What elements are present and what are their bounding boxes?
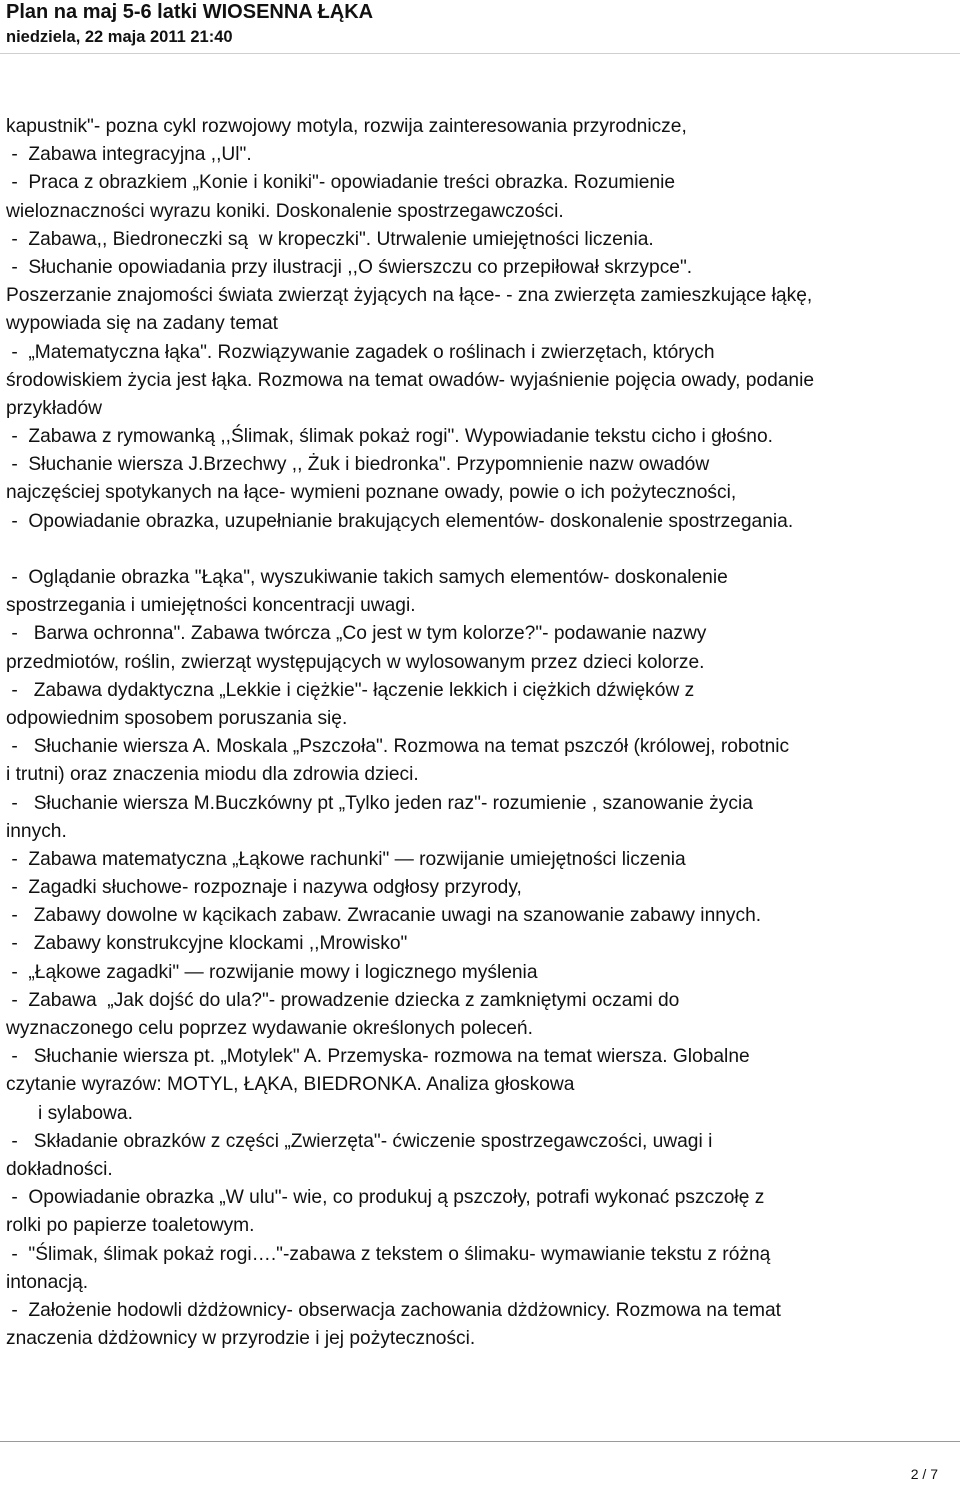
text-line: przykładów <box>6 397 102 419</box>
document-body <box>6 113 958 1353</box>
text-line: - Opowiadanie obrazka „W ulu"- wie, co produkuj ą pszczoły, potrafi wykonać pszczołę z <box>6 1187 765 1209</box>
text-line: dokładności. <box>6 1158 113 1180</box>
text-line: kapustnik"- pozna cykl rozwojowy motyla, rozwija zainteresowania przyrodnicze, <box>6 116 687 137</box>
text-line: wieloznaczności wyrazu koniki. Doskonalenie spostrzegawczości. <box>6 200 564 222</box>
text-line: - "Ślimak, ślimak pokaż rogi…."-zabawa z tekstem o ślimaku- wymawianie tekstu z różną <box>6 1243 771 1265</box>
text-line: odpowiednim sposobem poruszania się. <box>6 707 348 729</box>
text-line: najczęściej spotykanych na łące- wymieni poznane owady, powie o ich pożyteczności, <box>6 482 737 504</box>
text-line: - Zabawa dydaktyczna „Lekkie i ciężkie"- łączenie lekkich i ciężkich dźwięków z <box>6 679 695 701</box>
blank-line <box>6 536 958 564</box>
text-line: innych. <box>6 820 67 842</box>
text-line: - Zabawa z rymowanką ,,Ślimak, ślimak pokaż rogi". Wypowiadanie tekstu cicho i głośno. <box>6 426 773 448</box>
text-line: - Zabawa matematyczna „Łąkowe rachunki" — rozwijanie umiejętności liczenia <box>6 848 686 870</box>
text-line: i trutni) oraz znaczenia miodu dla zdrowia dzieci. <box>6 764 419 786</box>
text-line: rolki po papierze toaletowym. <box>6 1215 255 1237</box>
text-line: - Słuchanie wiersza pt. „Motylek" A. Przemyska- rozmowa na temat wiersza. Globalne <box>6 1046 750 1068</box>
text-line: wypowiada się na zadany temat <box>6 313 278 335</box>
text-line: - Zabawy dowolne w kącikach zabaw. Zwracanie uwagi na szanowanie zabawy innych. <box>6 905 762 927</box>
text-line: - Słuchanie wiersza M.Buczkówny pt „Tylko jeden raz"- rozumienie , szanowanie życia <box>6 792 753 814</box>
text-line: - Zagadki słuchowe- rozpoznaje i nazywa odgłosy przyrody, <box>6 877 522 899</box>
text-line: - Zabawy konstrukcyjne klockami ,,Mrowisko" <box>6 933 408 955</box>
text-line: wyznaczonego celu poprzez wydawanie określonych poleceń. <box>6 1018 533 1039</box>
text-line: - Słuchanie wiersza J.Brzechwy ,, Żuk i biedronka". Przypomnienie nazw owadów <box>6 454 710 476</box>
document-header <box>6 0 373 47</box>
text-line: - Barwa ochronna". Zabawa twórcza „Co jest w tym kolorze?"- podawanie nazwy <box>6 623 707 645</box>
text-line: czytanie wyrazów: MOTYL, ŁĄKA, BIEDRONKA. Analiza głoskowa <box>6 1074 575 1096</box>
document-date: niedziela, 22 maja 2011 21:40 <box>6 28 233 46</box>
text-line: - Zabawa „Jak dojść do ula?"- prowadzenie dziecka z zamkniętymi oczami do <box>6 989 680 1011</box>
text-line: - Słuchanie opowiadania przy ilustracji ,,O świerszczu co przepiłował skrzypce". <box>6 256 693 278</box>
text-line: - Założenie hodowli dżdżownicy- obserwacja zachowania dżdżownicy. Rozmowa na temat <box>6 1299 781 1321</box>
text-line: i sylabowa. <box>6 1102 133 1124</box>
text-line: intonacją. <box>6 1271 89 1293</box>
text-line: Poszerzanie znajomości świata zwierząt żyjących na łące- - zna zwierzęta zamieszkujące łąkę, <box>6 285 813 307</box>
text-line: środowiskiem życia jest łąka. Rozmowa na temat owadów- wyjaśnienie pojęcia owady, podanie <box>6 369 815 391</box>
footer-divider <box>0 1441 960 1442</box>
text-line: - Zabawa,, Biedroneczki są w kropeczki". Utrwalenie umiejętności liczenia. <box>6 228 654 250</box>
text-line: przedmiotów, roślin, zwierząt występujących w wylosowanym przez dzieci kolorze. <box>6 651 705 673</box>
text-line: - Składanie obrazków z części „Zwierzęta"- ćwiczenie spostrzegawczości, uwagi i <box>6 1130 713 1152</box>
text-line: - „Matematyczna łąka". Rozwiązywanie zagadek o roślinach i zwierzętach, których <box>6 341 715 363</box>
text-line: - Oglądanie obrazka "Łąka", wyszukiwanie takich samych elementów- doskonalenie <box>6 567 728 588</box>
text-line: - Praca z obrazkiem „Konie i koniki"- opowiadanie treści obrazka. Rozumienie <box>6 172 676 194</box>
header-divider <box>0 53 960 54</box>
text-line: znaczenia dżdżownicy w przyrodzie i jej pożyteczności. <box>6 1328 476 1350</box>
text-line: - Opowiadanie obrazka, uzupełnianie brakujących elementów- doskonalenie spostrzegania. <box>6 510 794 532</box>
page-number: 2 / 7 <box>910 1466 938 1482</box>
document-title: Plan na maj 5-6 latki WIOSENNA ŁĄKA <box>6 1 374 23</box>
text-line: spostrzegania i umiejętności koncentracji uwagi. <box>6 595 416 617</box>
text-line: - Zabawa integracyjna ,,Ul". <box>6 144 252 166</box>
text-line: - Słuchanie wiersza A. Moskala „Pszczoła". Rozmowa na temat pszczół (królowej, robotnic <box>6 736 790 758</box>
text-line: - „Łąkowe zagadki" — rozwijanie mowy i logicznego myślenia <box>6 961 538 983</box>
